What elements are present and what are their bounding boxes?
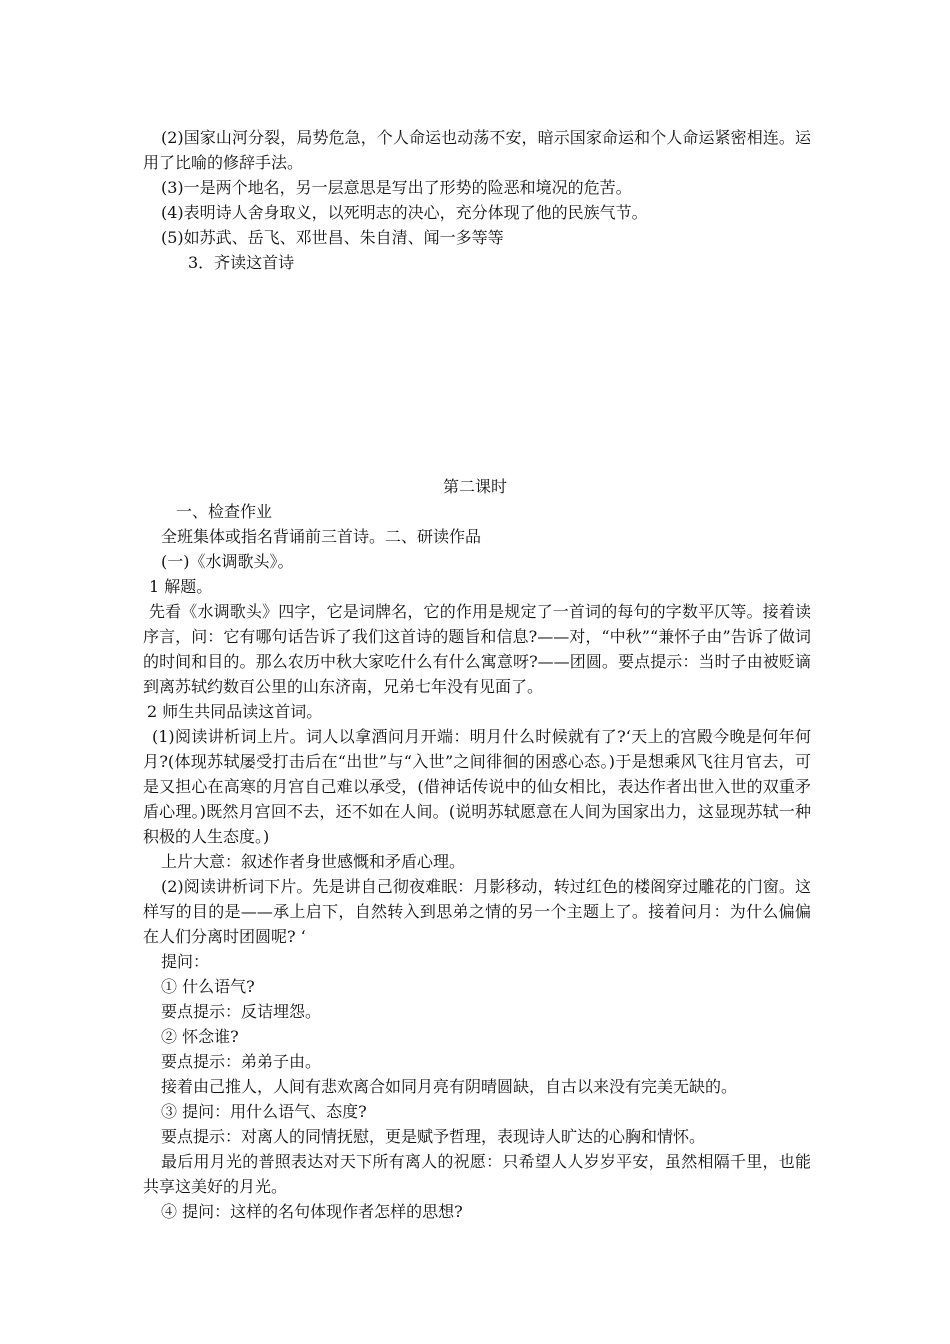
ask-label: 提问： bbox=[161, 952, 210, 971]
step-3: 3．齐读这首诗 bbox=[188, 253, 295, 272]
question-2: ② 怀念谁? bbox=[161, 1027, 239, 1046]
answer-5: (5)如苏武、岳飞、邓世昌、朱自清、闻一多等等 bbox=[161, 228, 504, 247]
answer-4: (4)表明诗人舍身取义，以死明志的决心，充分体现了他的民族气节。 bbox=[161, 203, 648, 222]
question-4: ④ 提问：这样的名句体现作者怎样的思想? bbox=[161, 1202, 463, 1221]
part-1-paragraph: (1)阅读讲析词上片。词人以拿酒问月开端：明月什么时候就有了?‘天上的宫殿今晚是何年何月?(体现苏轼屡受打击后在“出世”与“入世”之间徘徊的困惑心态。)于是想乘风飞往月官去，可是又担心在高寒的月宫自己难以承受，(借神话传说中的仙女相比，表达作者出世入世的双重矛盾心理。)既然月宫回不去，还不如在人间。(说明苏轼愿意在人间为国家出力，这显现苏轼一种积极的人生态度。) bbox=[143, 727, 811, 846]
answer-hint-1: 要点提示：反诘埋怨。 bbox=[161, 1002, 322, 1021]
recite-line: 全班集体或指名背诵前三首诗。二、研读作品 bbox=[161, 527, 482, 546]
final-paragraph: 最后用月光的普照表达对天下所有离人的祝愿：只希望人人岁岁平安，虽然相隔千里，也能共享这美好的月光。 bbox=[143, 1152, 811, 1196]
question-3: ③ 提问：用什么语气、态度? bbox=[161, 1102, 367, 1121]
question-1: ① 什么语气? bbox=[161, 977, 255, 996]
check-homework-heading: 一、检查作业 bbox=[176, 502, 273, 521]
reason-line: 接着由己推人，人间有悲欢离合如同月亮有阴晴圆缺，自古以来没有完美无缺的。 bbox=[161, 1077, 738, 1096]
item-1: 1 解题。 bbox=[149, 577, 213, 596]
lesson-title: 第二课时 bbox=[442, 477, 507, 496]
answer-hint-3: 要点提示：对离人的同情抚慰，更是赋予哲理，表现诗人旷达的心胸和情怀。 bbox=[161, 1127, 706, 1146]
answer-3: (3)一是两个地名，另一层意思是写出了形势的险恶和境况的危苦。 bbox=[161, 178, 632, 197]
explain-title-paragraph: 先看《水调歌头》四字，它是词牌名，它的作用是规定了一首词的每句的字数平仄等。接着读序言，问：它有哪句话告诉了我们这首诗的题旨和信息?——对，“中秋”“兼怀子由”告诉了做词的时间和目的。那么农历中秋大家吃什么有什么寓意呀?——团圆。要点提示：当时子由被贬谪到离苏轼约数百公里的山东济南，兄弟七年没有见面了。 bbox=[143, 602, 811, 696]
part-2-paragraph: (2)阅读讲析词下片。先是讲自己彻夜难眠：月影移动，转过红色的楼阁穿过雕花的门窗。这样写的目的是——承上启下，自然转入到思弟之情的另一个主题上了。接着问月：为什么偏偏在人们分离时团圆呢? ‘ bbox=[143, 877, 811, 946]
item-2: 2 师生共同品读这首词。 bbox=[147, 702, 323, 721]
poem-heading: (一)《水调歌头》。 bbox=[161, 552, 294, 571]
answer-hint-2: 要点提示：弟弟子由。 bbox=[161, 1052, 322, 1071]
part-1-summary: 上片大意：叙述作者身世感慨和矛盾心理。 bbox=[161, 852, 466, 871]
answer-2: (2)国家山河分裂，局势危急，个人命运也动荡不安，暗示国家命运和个人命运紧密相连。运用了比喻的修辞手法。 bbox=[143, 128, 811, 172]
